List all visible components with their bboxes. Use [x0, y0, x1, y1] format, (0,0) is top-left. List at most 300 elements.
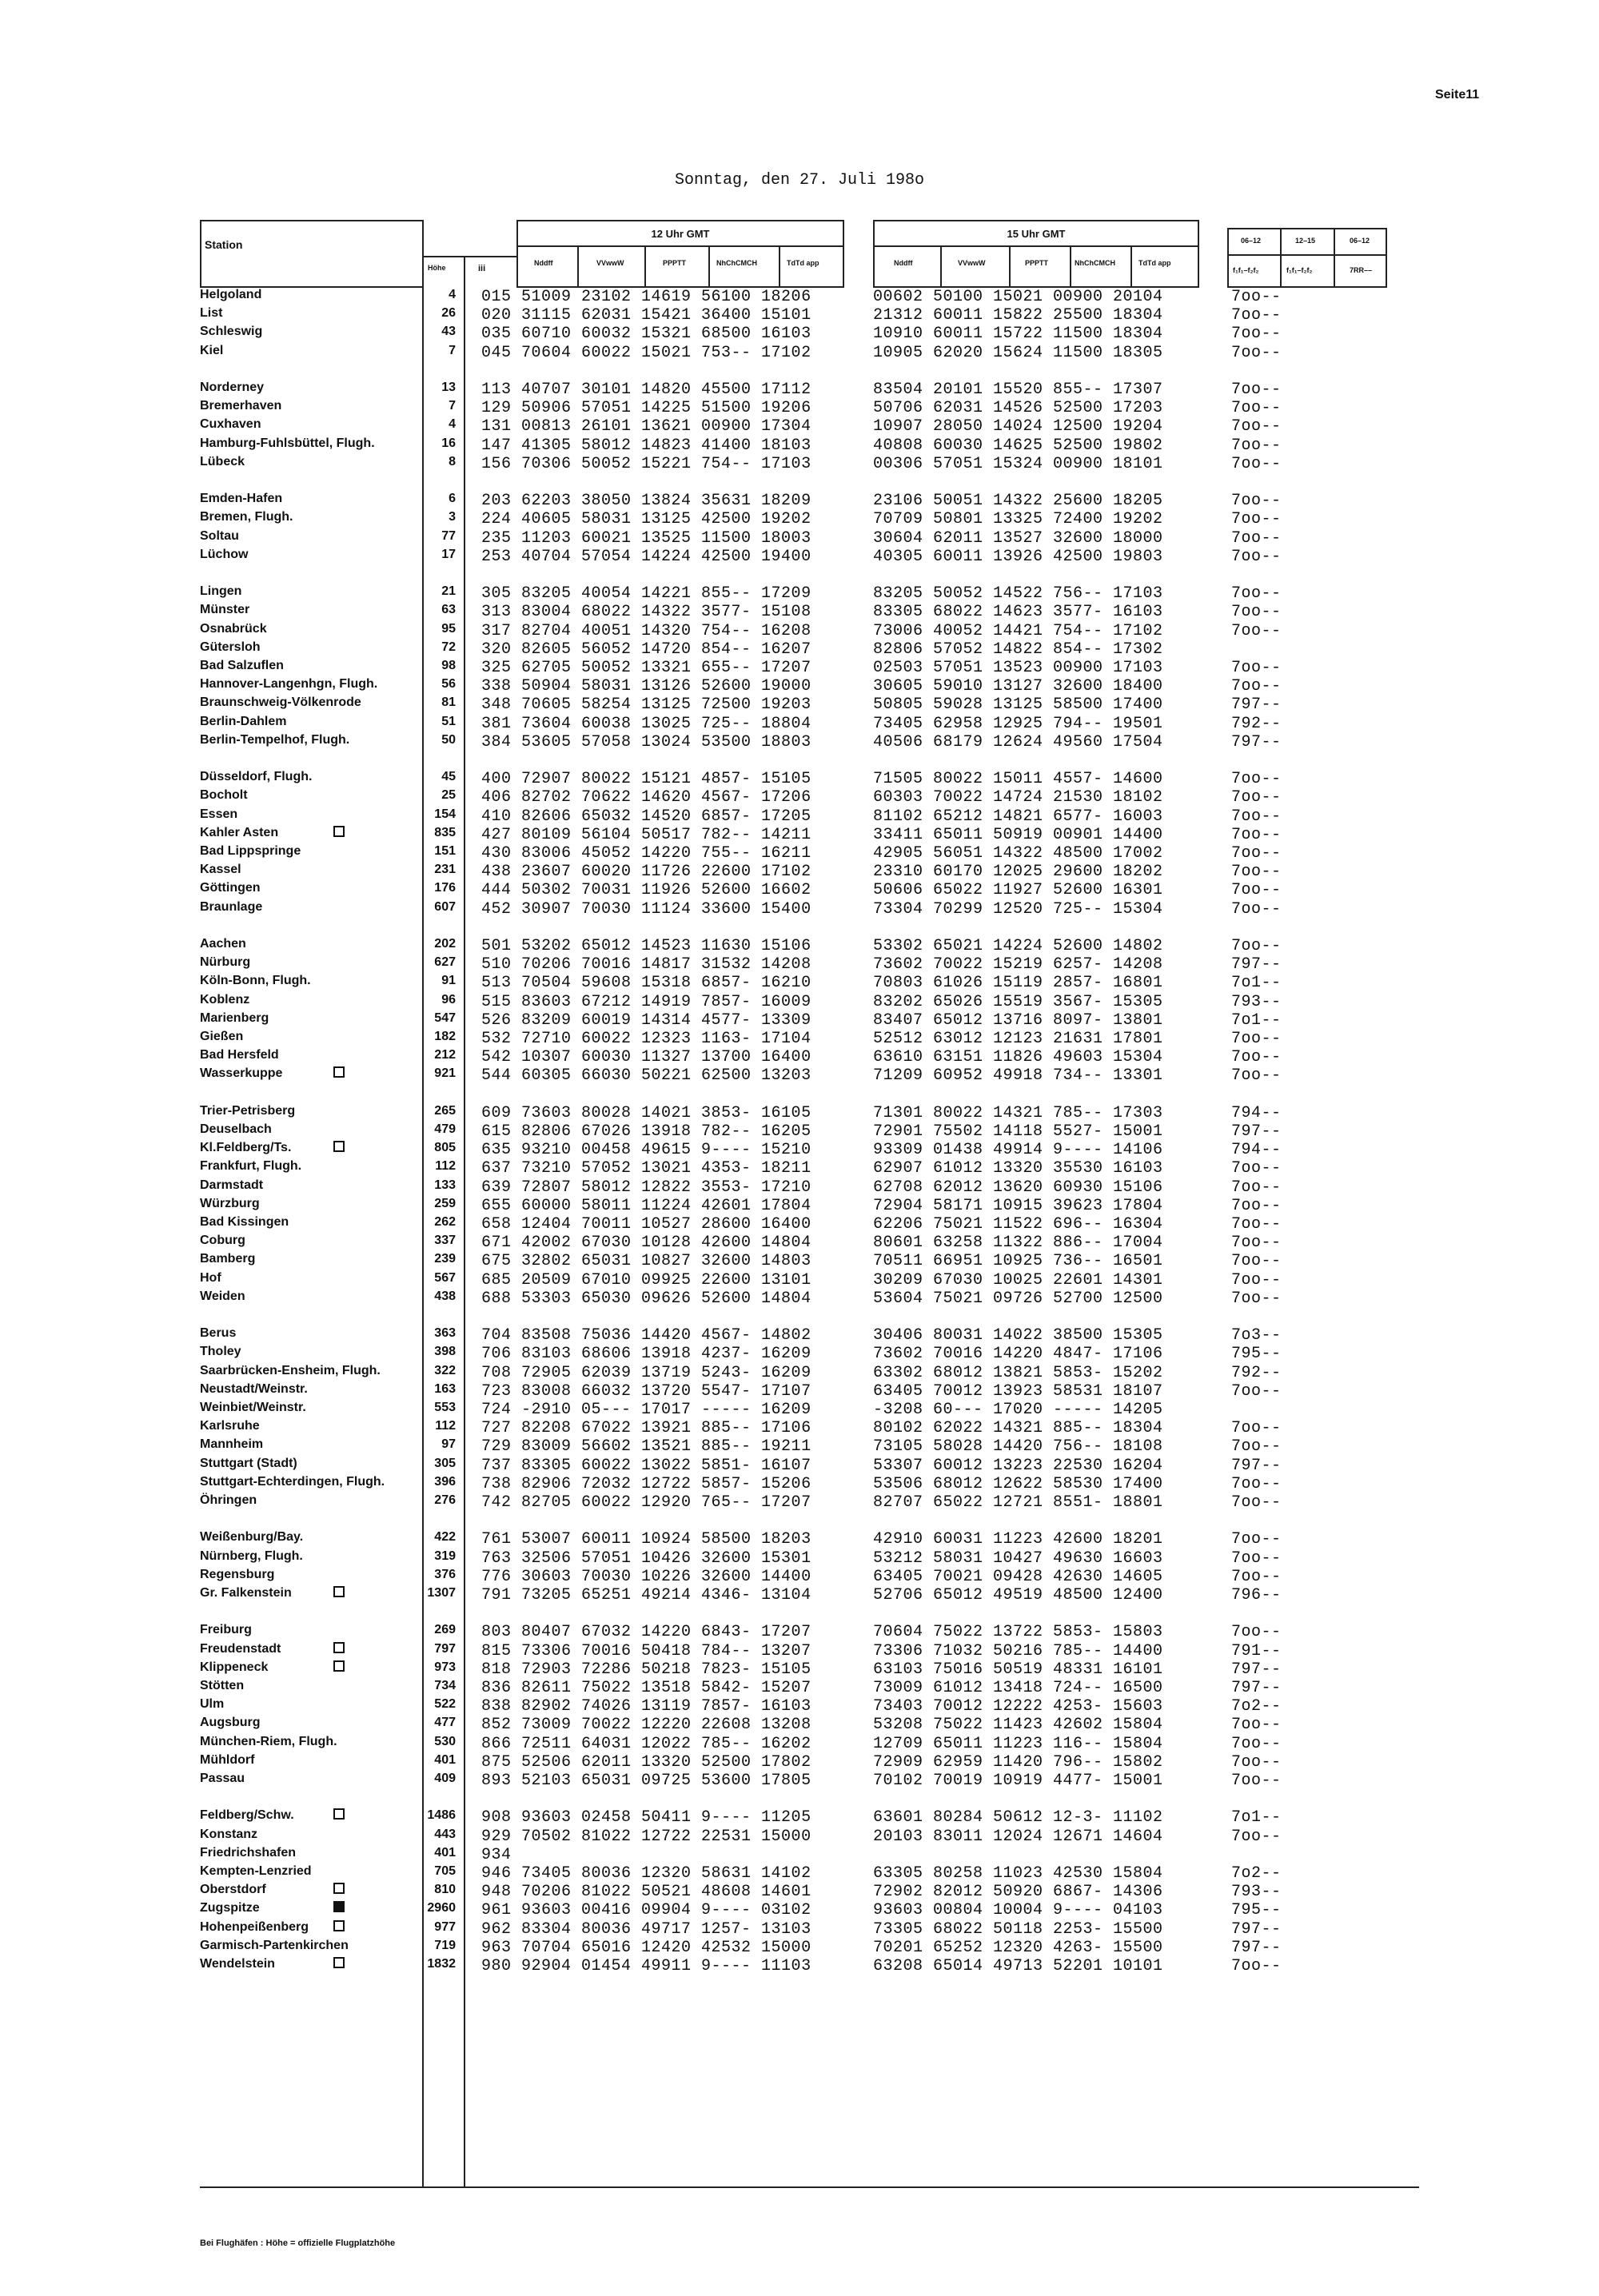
table-row: [0, 1141, 1599, 1159]
obs-extra: 7oo--: [1231, 622, 1282, 640]
obs-extra: 7oo--: [1231, 1215, 1282, 1234]
station-height: 627: [434, 955, 456, 969]
station-height: 530: [434, 1735, 456, 1748]
obs-15-uhr: 53302 65021 14224 52600 14802: [873, 937, 1163, 955]
obs-12-uhr: 838 82902 74026 13119 7857- 16103: [481, 1697, 811, 1716]
obs-12-uhr: 410 82606 65032 14520 6857- 17205: [481, 807, 811, 826]
obs-extra: 7oo--: [1231, 1753, 1282, 1772]
table-row: [0, 733, 1599, 751]
obs-extra: 7o1--: [1231, 1808, 1282, 1827]
cols-15: [873, 247, 1199, 288]
table-row: [0, 640, 1599, 659]
obs-12-uhr: 908 93603 02458 50411 9---- 11205: [481, 1808, 811, 1827]
obs-extra: 7oo--: [1231, 455, 1282, 473]
obs-extra: 7oo--: [1231, 1623, 1282, 1641]
obs-15-uhr: 63405 70021 09428 42630 14605: [873, 1568, 1163, 1586]
station-height: 1307: [427, 1586, 456, 1600]
station-height: 112: [435, 1419, 456, 1433]
station-height: 262: [434, 1215, 456, 1229]
station-name: Saarbrücken-Ensheim, Flugh.: [200, 1364, 381, 1377]
table-row: [0, 1901, 1599, 1919]
obs-15-uhr: 63610 63151 11826 49603 15304: [873, 1048, 1163, 1066]
obs-15-uhr: 02503 57051 13523 00900 17103: [873, 659, 1163, 677]
obs-extra: 7oo--: [1231, 436, 1282, 455]
station-height: 43: [441, 325, 456, 338]
obs-15-uhr: 93309 01438 49914 9---- 14106: [873, 1141, 1163, 1159]
obs-extra: 7oo--: [1231, 1178, 1282, 1197]
obs-12-uhr: 639 72807 58012 12822 3553- 17210: [481, 1178, 811, 1197]
obs-12-uhr: 384 53605 57058 13024 53500 18803: [481, 733, 811, 751]
obs-extra: 7o1--: [1231, 1011, 1282, 1030]
station-name: Zugspitze: [200, 1901, 260, 1915]
station-name: Schleswig: [200, 325, 263, 338]
station-name: Wendelstein: [200, 1957, 275, 1971]
obs-15-uhr: 63405 70012 13923 58531 18107: [873, 1382, 1163, 1401]
obs-12-uhr: 763 32506 57051 10426 32600 15301: [481, 1549, 811, 1568]
obs-extra: 7oo--: [1231, 1437, 1282, 1456]
station-name: Düsseldorf, Flugh.: [200, 770, 313, 783]
obs-12-uhr: 501 53202 65012 14523 11630 15106: [481, 937, 811, 955]
station-height: 305: [434, 1457, 456, 1470]
obs-15-uhr: 70604 75022 13722 5853- 15803: [873, 1623, 1163, 1641]
station-name: Braunschweig-Völkenrode: [200, 696, 361, 709]
hoehe-header-rule: [422, 256, 518, 257]
obs-extra: 7oo--: [1231, 1568, 1282, 1586]
station-height: 51: [441, 715, 456, 728]
obs-15-uhr: 30406 80031 14022 38500 15305: [873, 1326, 1163, 1345]
station-height: 567: [434, 1271, 456, 1285]
station-height: 319: [434, 1549, 456, 1563]
table-row: [0, 1290, 1599, 1308]
col12-nddff: Nddff: [534, 259, 553, 267]
obs-extra: 793--: [1231, 1883, 1282, 1901]
station-name: Tholey: [200, 1345, 241, 1358]
table-row: [0, 1679, 1599, 1697]
obs-12-uhr: 513 70504 59608 15318 6857- 16210: [481, 974, 811, 992]
obs-extra: 7oo--: [1231, 1716, 1282, 1734]
obs-12-uhr: 934: [481, 1846, 512, 1864]
station-height: 6: [449, 492, 456, 505]
table-row: [0, 788, 1599, 807]
station-height: 977: [434, 1920, 456, 1934]
station-height: 438: [434, 1290, 456, 1303]
table-row: [0, 622, 1599, 640]
table-row: [0, 1048, 1599, 1066]
station-height: 63: [441, 603, 456, 616]
station-height: 202: [434, 937, 456, 951]
obs-extra: 7oo--: [1231, 381, 1282, 399]
obs-extra: 797--: [1231, 733, 1282, 751]
station-height: 112: [435, 1159, 456, 1173]
station-name: Nürburg: [200, 955, 251, 969]
obs-extra: 7o2--: [1231, 1864, 1282, 1883]
cols-12-sep-1: [577, 247, 579, 288]
page-number: Seite11: [1435, 88, 1480, 102]
group-12-title: 12 Uhr GMT: [651, 228, 710, 240]
obs-15-uhr: 83407 65012 13716 8097- 13801: [873, 1011, 1163, 1030]
obs-extra: 7oo--: [1231, 1252, 1282, 1270]
obs-15-uhr: 63305 80258 11023 42530 15804: [873, 1864, 1163, 1883]
obs-15-uhr: 72904 58171 10915 39623 17804: [873, 1197, 1163, 1215]
obs-12-uhr: 675 32802 65031 10827 32600 14803: [481, 1252, 811, 1270]
obs-12-uhr: 381 73604 60038 13025 725-- 18804: [481, 715, 811, 733]
col12-vvwww: VVwwW: [596, 259, 624, 267]
obs-extra: 797--: [1231, 696, 1282, 714]
obs-12-uhr: 338 50904 58031 13126 52600 19000: [481, 677, 811, 696]
obs-15-uhr: 40808 60030 14625 52500 19802: [873, 436, 1163, 455]
obs-15-uhr: 23310 60170 12025 29600 18202: [873, 863, 1163, 881]
obs-15-uhr: 72901 75502 14118 5527- 15001: [873, 1122, 1163, 1141]
open-square-icon: [333, 1957, 345, 1968]
obs-15-uhr: 30605 59010 13127 32600 18400: [873, 677, 1163, 696]
station-height: 7: [449, 399, 456, 413]
station-height: 401: [434, 1846, 456, 1860]
station-name: Bremerhaven: [200, 399, 282, 413]
station-name: Bremen, Flugh.: [200, 510, 293, 524]
cols-12-sep-4: [779, 247, 780, 288]
table-row: [0, 1345, 1599, 1363]
station-name: Bad Salzuflen: [200, 659, 284, 672]
table-row: [0, 1920, 1599, 1939]
obs-extra: 793--: [1231, 993, 1282, 1011]
obs-15-uhr: 73602 70016 14220 4847- 17106: [873, 1345, 1163, 1363]
table-row: [0, 863, 1599, 881]
station-name: Trier-Petrisberg: [200, 1104, 296, 1118]
table-row: [0, 1326, 1599, 1345]
station-name: Karlsruhe: [200, 1419, 260, 1433]
group-15-title: 15 Uhr GMT: [1007, 228, 1066, 240]
station-height: 91: [441, 974, 456, 987]
obs-12-uhr: 658 12404 70011 10527 28600 16400: [481, 1215, 811, 1234]
obs-12-uhr: 510 70206 70016 14817 31532 14208: [481, 955, 811, 974]
table-row: [0, 1011, 1599, 1030]
table-row: [0, 974, 1599, 992]
extra-top-1: 06–12: [1241, 237, 1262, 245]
station-name: Stötten: [200, 1679, 245, 1692]
table-row: [0, 492, 1599, 510]
table-row: [0, 455, 1599, 473]
obs-extra: 7oo--: [1231, 1234, 1282, 1252]
obs-12-uhr: 147 41305 58012 14823 41400 18103: [481, 436, 811, 455]
station-height: 77: [441, 529, 456, 543]
obs-12-uhr: 688 53303 65030 09626 52600 14804: [481, 1290, 811, 1308]
table-row: [0, 1586, 1599, 1604]
obs-extra: 7oo--: [1231, 1197, 1282, 1215]
extra-bottom-2: f₁f₁–f₂f₂: [1286, 266, 1313, 274]
obs-15-uhr: 73403 70012 12222 4253- 15603: [873, 1697, 1163, 1716]
table-row: [0, 1234, 1599, 1252]
station-height: 705: [434, 1864, 456, 1878]
obs-15-uhr: 21312 60011 15822 25500 18304: [873, 306, 1163, 325]
table-row: [0, 1382, 1599, 1401]
table-row: [0, 1252, 1599, 1270]
station-name: Bad Kissingen: [200, 1215, 289, 1229]
obs-extra: 7oo--: [1231, 677, 1282, 696]
bottom-rule: [200, 2186, 1419, 2188]
col12-ppptt: PPPTT: [663, 259, 687, 267]
station-label: Station: [205, 238, 243, 251]
obs-extra: 7o3--: [1231, 1326, 1282, 1345]
obs-15-uhr: 71505 80022 15011 4557- 14600: [873, 770, 1163, 788]
report-date: Sonntag, den 27. Juli 198o: [674, 171, 925, 189]
station-height: 797: [434, 1642, 456, 1656]
obs-15-uhr: 53506 68012 12622 58530 17400: [873, 1475, 1163, 1493]
obs-12-uhr: 427 80109 56104 50517 782-- 14211: [481, 826, 811, 844]
station-height: 835: [434, 826, 456, 839]
extra-top-2: 12–15: [1295, 237, 1316, 245]
station-name: Stuttgart-Echterdingen, Flugh.: [200, 1475, 385, 1489]
obs-15-uhr: 73405 62958 12925 794-- 19501: [873, 715, 1163, 733]
obs-12-uhr: 929 70502 81022 12722 22531 15000: [481, 1828, 811, 1846]
station-height: 2960: [427, 1901, 456, 1915]
station-height: 337: [434, 1234, 456, 1247]
station-name: Bad Hersfeld: [200, 1048, 279, 1062]
col12-tdtd: TdTd app: [787, 259, 819, 267]
cols-15-sep-4: [1130, 247, 1132, 288]
cols-15-sep-1: [940, 247, 942, 288]
station-name: Mannheim: [200, 1437, 264, 1451]
obs-extra: 7oo--: [1231, 399, 1282, 417]
table-row: [0, 937, 1599, 955]
station-name: Augsburg: [200, 1716, 261, 1729]
cols-15-sep-2: [1009, 247, 1011, 288]
open-square-icon: [333, 1586, 345, 1597]
obs-15-uhr: -3208 60--- 17020 ----- 14205: [873, 1401, 1163, 1419]
station-height: 7: [449, 344, 456, 357]
table-row: [0, 1104, 1599, 1122]
open-square-icon: [333, 1920, 345, 1931]
station-name: List: [200, 306, 223, 320]
station-height: 805: [434, 1141, 456, 1154]
station-name: Garmisch-Partenkirchen: [200, 1939, 349, 1952]
obs-12-uhr: 526 83209 60019 14314 4577- 13309: [481, 1011, 811, 1030]
obs-extra: 7oo--: [1231, 844, 1282, 863]
obs-extra: 7oo--: [1231, 1048, 1282, 1066]
obs-12-uhr: 045 70604 60022 15021 753-- 17102: [481, 344, 811, 362]
obs-12-uhr: 400 72907 80022 15121 4857- 15105: [481, 770, 811, 788]
obs-extra: 796--: [1231, 1586, 1282, 1604]
station-height: 239: [434, 1252, 456, 1266]
open-square-icon: [333, 1808, 345, 1820]
extra-top-3: 06–12: [1350, 237, 1370, 245]
table-row: [0, 1864, 1599, 1883]
obs-extra: 7oo--: [1231, 584, 1282, 603]
obs-12-uhr: 980 92904 01454 49911 9---- 11103: [481, 1957, 811, 1975]
obs-12-uhr: 946 73405 80036 12320 58631 14102: [481, 1864, 811, 1883]
table-row: [0, 1697, 1599, 1716]
obs-extra: 7oo--: [1231, 1159, 1282, 1178]
station-name: Münster: [200, 603, 250, 616]
obs-extra: 7oo--: [1231, 1957, 1282, 1975]
obs-12-uhr: 776 30603 70030 10226 32600 14400: [481, 1568, 811, 1586]
station-name: Bad Lippspringe: [200, 844, 301, 858]
obs-12-uhr: 803 80407 67032 14220 6843- 17207: [481, 1623, 811, 1641]
station-height: 25: [441, 788, 456, 802]
station-height: 477: [434, 1716, 456, 1729]
station-name: Lingen: [200, 584, 242, 598]
station-height: 50: [441, 733, 456, 747]
station-height: 479: [434, 1122, 456, 1136]
table-row: [0, 770, 1599, 788]
obs-15-uhr: 70102 70019 10919 4477- 15001: [873, 1772, 1163, 1790]
obs-extra: 797--: [1231, 1939, 1282, 1957]
obs-15-uhr: 63208 65014 49713 52201 10101: [873, 1957, 1163, 1975]
station-name: Lüchow: [200, 548, 249, 561]
obs-15-uhr: 00602 50100 15021 00900 20104: [873, 288, 1163, 306]
obs-15-uhr: 63302 68012 13821 5853- 15202: [873, 1364, 1163, 1382]
obs-15-uhr: 30209 67030 10025 22601 14301: [873, 1271, 1163, 1290]
obs-extra: 7oo--: [1231, 1271, 1282, 1290]
station-height: 182: [434, 1030, 456, 1043]
obs-15-uhr: 70511 66951 10925 736-- 16501: [873, 1252, 1163, 1270]
station-height: 973: [434, 1660, 456, 1674]
station-name: Passau: [200, 1772, 245, 1785]
col12-clouds: NhChCMCH: [716, 259, 757, 267]
obs-12-uhr: 253 40704 57054 14224 42500 19400: [481, 548, 811, 566]
obs-15-uhr: 93603 00804 10004 9---- 04103: [873, 1901, 1163, 1919]
header-extra-sep-1: [1280, 228, 1282, 288]
station-name: Gütersloh: [200, 640, 261, 654]
obs-15-uhr: 53604 75021 09726 52700 12500: [873, 1290, 1163, 1308]
station-height: 719: [434, 1939, 456, 1952]
station-height: 81: [441, 696, 456, 709]
station-height: 154: [434, 807, 456, 821]
station-height: 522: [434, 1697, 456, 1711]
open-square-icon: [333, 826, 345, 837]
obs-12-uhr: 836 82611 75022 13518 5842- 15207: [481, 1679, 811, 1697]
station-header-box: [200, 220, 424, 288]
station-height: 163: [434, 1382, 456, 1396]
station-name: Lübeck: [200, 455, 245, 468]
obs-12-uhr: 866 72511 64031 12022 785-- 16202: [481, 1735, 811, 1753]
table-row: [0, 399, 1599, 417]
obs-12-uhr: 948 70206 81022 50521 48608 14601: [481, 1883, 811, 1901]
obs-extra: 7oo--: [1231, 881, 1282, 899]
table-row: [0, 1178, 1599, 1197]
station-height: 212: [434, 1048, 456, 1062]
obs-15-uhr: 60303 70022 14724 21530 18102: [873, 788, 1163, 807]
obs-extra: 7oo--: [1231, 344, 1282, 362]
obs-15-uhr: 53208 75022 11423 42602 15804: [873, 1716, 1163, 1734]
obs-extra: 7oo--: [1231, 1735, 1282, 1753]
table-row: [0, 1437, 1599, 1456]
station-height: 409: [434, 1772, 456, 1785]
table-row: [0, 1660, 1599, 1679]
obs-15-uhr: 73009 61012 13418 724-- 16500: [873, 1679, 1163, 1697]
station-height: 4: [449, 288, 456, 301]
obs-extra: 7oo--: [1231, 1382, 1282, 1401]
station-height: 26: [441, 306, 456, 320]
station-height: 553: [434, 1401, 456, 1414]
obs-15-uhr: 00306 57051 15324 00900 18101: [873, 455, 1163, 473]
cols-12-sep-2: [644, 247, 646, 288]
table-row: [0, 1215, 1599, 1234]
obs-12-uhr: 313 83004 68022 14322 3577- 15108: [481, 603, 811, 621]
obs-extra: 7oo--: [1231, 417, 1282, 436]
obs-12-uhr: 655 60000 58011 11224 42601 17804: [481, 1197, 811, 1215]
station-name: Weinbiet/Weinstr.: [200, 1401, 306, 1414]
obs-extra: 7oo--: [1231, 1549, 1282, 1568]
obs-extra: 7oo--: [1231, 863, 1282, 881]
station-name: Berus: [200, 1326, 237, 1340]
station-name: Göttingen: [200, 881, 261, 895]
station-height: 265: [434, 1104, 456, 1118]
station-name: Koblenz: [200, 993, 250, 1006]
obs-extra: 794--: [1231, 1104, 1282, 1122]
table-row: [0, 417, 1599, 436]
station-height: 97: [441, 1437, 456, 1451]
station-name: Kahler Asten: [200, 826, 279, 839]
station-height: 734: [434, 1679, 456, 1692]
open-square-icon: [333, 1141, 345, 1152]
table-row: [0, 1957, 1599, 1975]
obs-12-uhr: 015 51009 23102 14619 56100 18206: [481, 288, 811, 306]
obs-15-uhr: 52512 63012 12123 21631 17801: [873, 1030, 1163, 1048]
obs-15-uhr: 80601 63258 11322 886-- 17004: [873, 1234, 1163, 1252]
obs-extra: 797--: [1231, 1122, 1282, 1141]
obs-12-uhr: 444 50302 70031 11926 52600 16602: [481, 881, 811, 899]
station-height: 13: [441, 381, 456, 394]
table-row: [0, 1753, 1599, 1772]
station-name: Kl.Feldberg/Ts.: [200, 1141, 292, 1154]
obs-12-uhr: 452 30907 70030 11124 33600 15400: [481, 900, 811, 919]
table-row: [0, 1939, 1599, 1957]
table-row: [0, 529, 1599, 548]
obs-extra: 7oo--: [1231, 325, 1282, 343]
table-row: [0, 1122, 1599, 1141]
obs-extra: 7oo--: [1231, 288, 1282, 306]
table-row: [0, 826, 1599, 844]
obs-12-uhr: 671 42002 67030 10128 42600 14804: [481, 1234, 811, 1252]
station-height: 810: [434, 1883, 456, 1896]
table-row: [0, 659, 1599, 677]
station-name: Nürnberg, Flugh.: [200, 1549, 303, 1563]
table-row: [0, 1457, 1599, 1475]
obs-12-uhr: 724 -2910 05--- 17017 ----- 16209: [481, 1401, 811, 1419]
table-row: [0, 1530, 1599, 1549]
open-square-icon: [333, 1883, 345, 1894]
station-name: Mühldorf: [200, 1753, 255, 1767]
obs-extra: 7oo--: [1231, 788, 1282, 807]
obs-12-uhr: 035 60710 60032 15321 68500 16103: [481, 325, 811, 343]
obs-extra: 7oo--: [1231, 306, 1282, 325]
table-row: [0, 715, 1599, 733]
obs-15-uhr: 71301 80022 14321 785-- 17303: [873, 1104, 1163, 1122]
obs-15-uhr: 50606 65022 11927 52600 16301: [873, 881, 1163, 899]
obs-15-uhr: 83205 50052 14522 756-- 17103: [873, 584, 1163, 603]
obs-15-uhr: 73304 70299 12520 725-- 15304: [873, 900, 1163, 919]
obs-12-uhr: 020 31115 62031 15421 36400 15101: [481, 306, 811, 325]
open-square-icon: [333, 1642, 345, 1653]
table-row: [0, 1030, 1599, 1048]
obs-12-uhr: 113 40707 30101 14820 45500 17112: [481, 381, 811, 399]
cols-12-sep-3: [708, 247, 710, 288]
station-name: Bamberg: [200, 1252, 256, 1266]
obs-15-uhr: 70803 61026 15119 2857- 16801: [873, 974, 1163, 992]
table-row: [0, 548, 1599, 566]
header-extra-rule: [1227, 254, 1387, 256]
obs-extra: 7oo--: [1231, 1493, 1282, 1512]
station-name: Weiden: [200, 1290, 245, 1303]
station-height: 322: [434, 1364, 456, 1377]
table-row: [0, 1066, 1599, 1085]
obs-15-uhr: 72909 62959 11420 796-- 15802: [873, 1753, 1163, 1772]
obs-12-uhr: 542 10307 60030 11327 13700 16400: [481, 1048, 811, 1066]
obs-12-uhr: 515 83603 67212 14919 7857- 16009: [481, 993, 811, 1011]
station-name: Gießen: [200, 1030, 244, 1043]
obs-15-uhr: 73306 71032 50216 785-- 14400: [873, 1642, 1163, 1660]
obs-12-uhr: 615 82806 67026 13918 782-- 16205: [481, 1122, 811, 1141]
